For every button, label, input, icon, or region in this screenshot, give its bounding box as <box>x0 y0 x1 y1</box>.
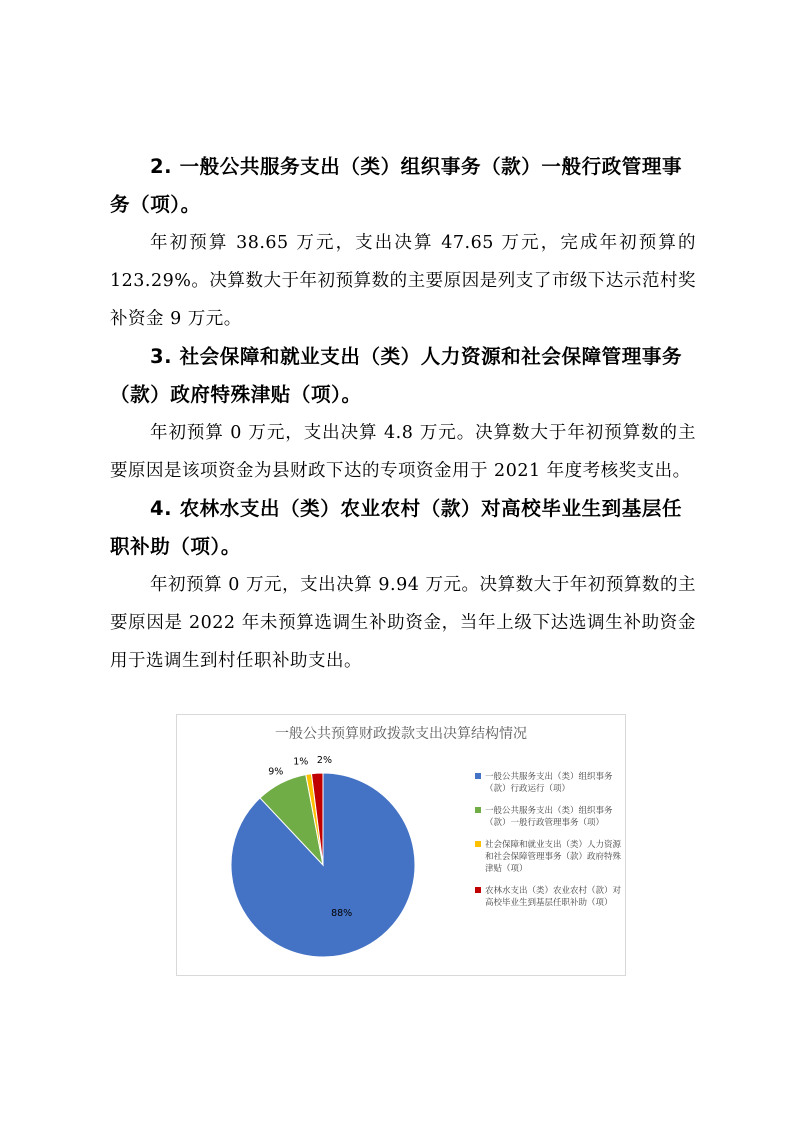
section-heading-2: 2. 一般公共服务支出（类）组织事务（款）一般行政管理事务（项）。 <box>110 155 683 216</box>
legend-item-administration <box>475 771 625 795</box>
legend-item-graduate-subsidy <box>475 885 625 909</box>
legend-swatch <box>475 887 481 893</box>
pie-chart <box>176 714 626 976</box>
section-body-3: 年初预算 0 万元，支出决算 4.8 万元。决算数大于年初预算数的主要原因是该项资金为县财政下达的专项资金用于 2021 年度考核奖支出。 <box>110 423 696 481</box>
chart-title: 一般公共预算财政拨款支出决算结构情况 <box>275 726 527 742</box>
data-label-graduate-subsidy: 2% <box>316 755 333 767</box>
section-heading-3: 3. 社会保障和就业支出（类）人力资源和社会保障管理事务（款）政府特殊津贴（项）。 <box>110 345 683 406</box>
data-label-general-management: 9% <box>268 766 284 778</box>
legend-item-special-allowance <box>475 839 625 875</box>
data-label-special-allowance: 1% <box>293 756 309 768</box>
legend-label: 一般公共服务支出（类）组织事务（款）行政运行（项） <box>485 772 613 794</box>
legend-label: 社会保障和就业支出（类）人力资源和社会保障管理事务（款）政府特殊津贴（项） <box>485 840 622 874</box>
section-body-2: 年初预算 38.65 万元，支出决算 47.65 万元，完成年初预算的 123.29%。决算数大于年初预算数的主要原因是列支了市级下达示范村奖补资金 9 万元。 <box>110 233 696 329</box>
legend-label: 农林水支出（类）农业农村（款）对高校毕业生到基层任职补助（项） <box>485 886 622 908</box>
chart-legend <box>475 771 625 919</box>
legend-label: 一般公共服务支出（类）组织事务（款）一般行政管理事务（项） <box>485 806 613 828</box>
data-label-administration: 88% <box>331 908 353 920</box>
legend-swatch <box>475 807 481 813</box>
section-heading-4: 4. 农林水支出（类）农业农村（款）对高校毕业生到基层任职补助（项）。 <box>110 497 683 558</box>
section-body-4: 年初预算 0 万元，支出决算 9.94 万元。决算数大于年初预算数的主要原因是 2022 年未预算选调生补助资金，当年上级下达选调生补助资金用于选调生到村任职补助支出。 <box>110 575 696 671</box>
pie-chart-plot <box>177 715 477 977</box>
legend-swatch <box>475 841 481 847</box>
legend-item-general-management <box>475 805 625 829</box>
legend-swatch <box>475 773 481 779</box>
document-body <box>110 148 696 680</box>
